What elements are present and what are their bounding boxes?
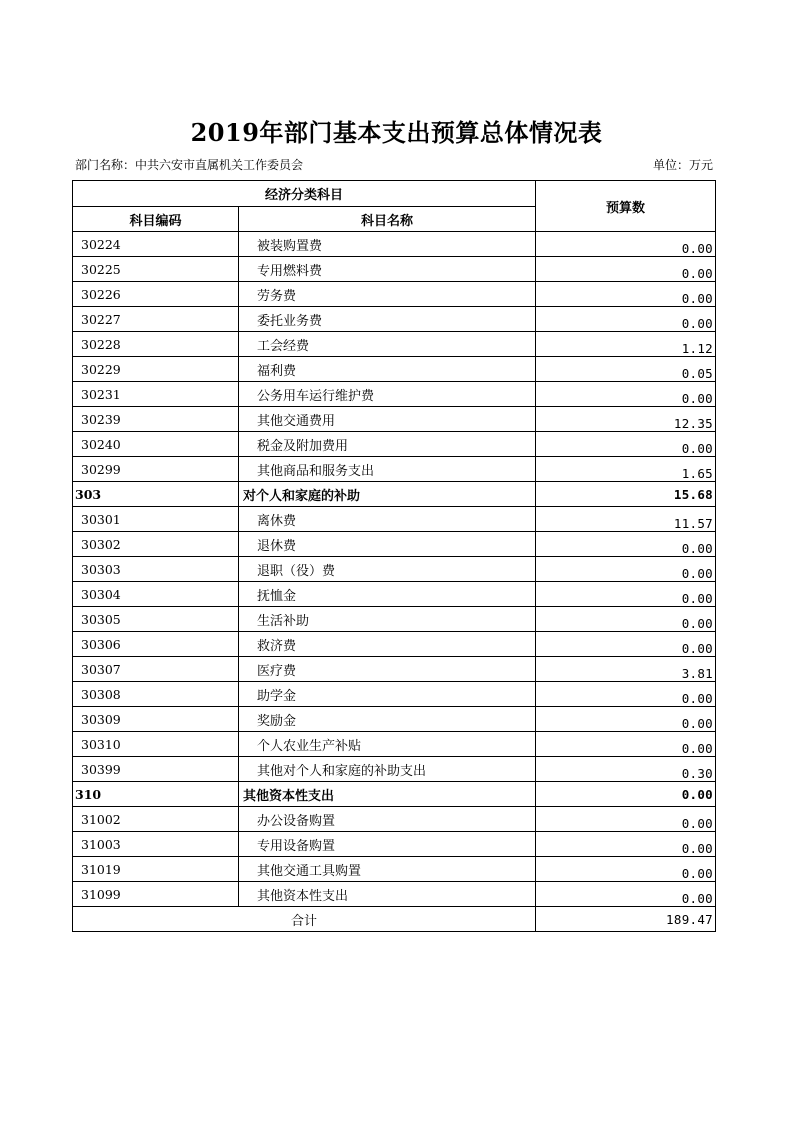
subject-code-cell: 30308: [73, 682, 239, 707]
budget-amount-cell: 0.05: [536, 357, 716, 382]
subject-code-cell: 30301: [73, 507, 239, 532]
budget-amount-cell: 0.00: [536, 282, 716, 307]
subject-name-cell: 工会经费: [239, 332, 536, 357]
table-row: [73, 282, 716, 307]
budget-amount-cell: 0.30: [536, 757, 716, 782]
table-row: [73, 557, 716, 582]
table-row: [73, 857, 716, 882]
subject-code-cell: 303: [73, 482, 239, 507]
budget-amount-cell: 15.68: [536, 482, 716, 507]
subject-name-cell: 救济费: [239, 632, 536, 657]
table-row: [73, 707, 716, 732]
table-group-row: [73, 782, 716, 807]
budget-amount-cell: 0.00: [536, 557, 716, 582]
table-row: [73, 332, 716, 357]
subject-code-cell: 31002: [73, 807, 239, 832]
subject-name-cell: 其他商品和服务支出: [239, 457, 536, 482]
table-group-row: [73, 482, 716, 507]
header-budget-amount: 预算数: [536, 181, 716, 232]
table-row: [73, 657, 716, 682]
table-row: [73, 432, 716, 457]
table-row: [73, 532, 716, 557]
subject-name-cell: 其他交通费用: [239, 407, 536, 432]
budget-amount-cell: 0.00: [536, 782, 716, 807]
table-row: [73, 232, 716, 257]
table-body: [73, 232, 716, 907]
subject-name-cell: 退休费: [239, 532, 536, 557]
subject-name-cell: 医疗费: [239, 657, 536, 682]
table-row: [73, 757, 716, 782]
budget-amount-cell: 0.00: [536, 232, 716, 257]
table-row: [73, 257, 716, 282]
table-row: [73, 632, 716, 657]
subject-name-cell: 专用设备购置: [239, 832, 536, 857]
table-row: [73, 457, 716, 482]
budget-amount-cell: 12.35: [536, 407, 716, 432]
budget-amount-cell: 0.00: [536, 582, 716, 607]
subject-name-cell: 其他资本性支出: [239, 782, 536, 807]
header-subject-name: 科目名称: [239, 207, 536, 232]
subject-name-cell: 离休费: [239, 507, 536, 532]
subject-code-cell: 30399: [73, 757, 239, 782]
subject-name-cell: 生活补助: [239, 607, 536, 632]
subject-code-cell: 30309: [73, 707, 239, 732]
subject-code-cell: 30227: [73, 307, 239, 332]
budget-amount-cell: 0.00: [536, 432, 716, 457]
total-amount: 189.47: [536, 907, 716, 932]
subject-code-cell: 30303: [73, 557, 239, 582]
department-name: 部门名称：中共六安市直属机关工作委员会: [75, 158, 304, 172]
page-title: 2019年部门基本支出预算总体情况表: [190, 118, 603, 147]
table-row: [73, 682, 716, 707]
table-row: [73, 507, 716, 532]
subject-name-cell: 专用燃料费: [239, 257, 536, 282]
subject-name-cell: 被装购置费: [239, 232, 536, 257]
budget-amount-cell: 0.00: [536, 857, 716, 882]
total-row: [73, 907, 716, 932]
budget-amount-cell: 0.00: [536, 807, 716, 832]
subject-name-cell: 劳务费: [239, 282, 536, 307]
budget-amount-cell: 0.00: [536, 532, 716, 557]
subject-name-cell: 个人农业生产补贴: [239, 732, 536, 757]
subject-code-cell: 30304: [73, 582, 239, 607]
budget-amount-cell: 0.00: [536, 307, 716, 332]
subject-code-cell: 30299: [73, 457, 239, 482]
subject-code-cell: 30306: [73, 632, 239, 657]
subject-code-cell: 30226: [73, 282, 239, 307]
subject-name-cell: 奖励金: [239, 707, 536, 732]
subject-name-cell: 委托业务费: [239, 307, 536, 332]
budget-amount-cell: 1.12: [536, 332, 716, 357]
subject-name-cell: 抚恤金: [239, 582, 536, 607]
table-row: [73, 832, 716, 857]
subject-code-cell: 31019: [73, 857, 239, 882]
subject-name-cell: 对个人和家庭的补助: [239, 482, 536, 507]
table-row: [73, 882, 716, 907]
budget-amount-cell: 0.00: [536, 707, 716, 732]
budget-amount-cell: 11.57: [536, 507, 716, 532]
subject-name-cell: 福利费: [239, 357, 536, 382]
table-row: [73, 382, 716, 407]
subject-code-cell: 30225: [73, 257, 239, 282]
subject-name-cell: 其他资本性支出: [239, 882, 536, 907]
subject-code-cell: 30307: [73, 657, 239, 682]
subject-name-cell: 退职（役）费: [239, 557, 536, 582]
subject-code-cell: 30240: [73, 432, 239, 457]
subject-code-cell: 31003: [73, 832, 239, 857]
header-subject-code: 科目编码: [73, 207, 239, 232]
budget-amount-cell: 3.81: [536, 657, 716, 682]
table-row: [73, 582, 716, 607]
budget-amount-cell: 0.00: [536, 682, 716, 707]
table-row: [73, 732, 716, 757]
subject-code-cell: 30231: [73, 382, 239, 407]
total-label: 合计: [73, 907, 536, 932]
subject-code-cell: 310: [73, 782, 239, 807]
budget-amount-cell: 1.65: [536, 457, 716, 482]
subject-name-cell: 助学金: [239, 682, 536, 707]
subject-name-cell: 办公设备购置: [239, 807, 536, 832]
subject-name-cell: 其他对个人和家庭的补助支出: [239, 757, 536, 782]
budget-amount-cell: 0.00: [536, 882, 716, 907]
subject-code-cell: 30239: [73, 407, 239, 432]
table-row: [73, 607, 716, 632]
subject-code-cell: 31099: [73, 882, 239, 907]
subject-name-cell: 税金及附加费用: [239, 432, 536, 457]
budget-amount-cell: 0.00: [536, 607, 716, 632]
subject-name-cell: 公务用车运行维护费: [239, 382, 536, 407]
table-row: [73, 307, 716, 332]
budget-amount-cell: 0.00: [536, 257, 716, 282]
subject-code-cell: 30310: [73, 732, 239, 757]
budget-amount-cell: 0.00: [536, 832, 716, 857]
header-economic-classification: 经济分类科目: [73, 181, 536, 207]
table-row: [73, 407, 716, 432]
table-row: [73, 807, 716, 832]
budget-table: [72, 180, 716, 932]
subject-code-cell: 30302: [73, 532, 239, 557]
unit-label: 单位：万元: [652, 158, 713, 172]
subject-code-cell: 30224: [73, 232, 239, 257]
subject-name-cell: 其他交通工具购置: [239, 857, 536, 882]
subject-code-cell: 30305: [73, 607, 239, 632]
budget-amount-cell: 0.00: [536, 732, 716, 757]
budget-amount-cell: 0.00: [536, 632, 716, 657]
budget-amount-cell: 0.00: [536, 382, 716, 407]
subject-code-cell: 30229: [73, 357, 239, 382]
subject-code-cell: 30228: [73, 332, 239, 357]
table-row: [73, 357, 716, 382]
